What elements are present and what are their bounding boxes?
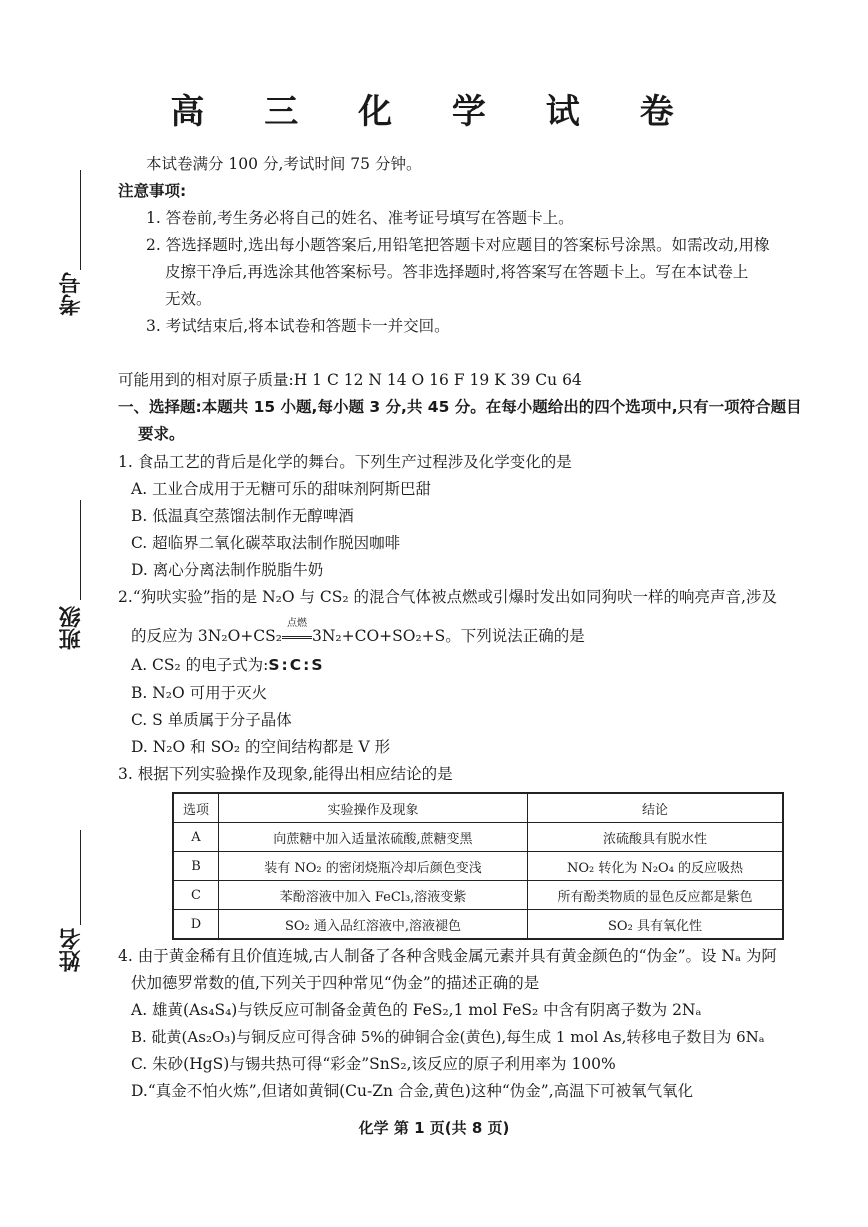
section1-heading-cont: 要求。: [138, 425, 185, 443]
table-row: [173, 881, 783, 910]
q2-option-a-text: A. CS₂ 的电子式为:: [131, 656, 269, 674]
name-label: 姓名: [59, 928, 84, 972]
experiment-table: [172, 792, 784, 940]
q4-option-b: B. 砒黄(As₂O₃)与铜反应可得含砷 5%的砷铜合金(黄色),每生成 1 mol As,转移电子数目为 6Nₐ: [131, 1028, 765, 1046]
q4-option-a: A. 雄黄(As₄S₄)与铁反应可制备金黄色的 FeS₂,1 mol FeS₂ 中含有阴离子数为 2Nₐ: [131, 1001, 702, 1019]
table-cell: 所有酚类物质的显色反应都是紫色: [528, 881, 784, 910]
page-footer: 化学 第 1 页(共 8 页): [358, 1119, 510, 1137]
q1-option-c: C. 超临界二氧化碳萃取法制作脱因咖啡: [131, 534, 401, 552]
table-cell: NO₂ 转化为 N₂O₄ 的反应吸热: [528, 852, 784, 881]
section1-heading: 一、选择题:本题共 15 小题,每小题 3 分,共 45 分。在每小题给出的四个选项中,只有一项符合题目: [118, 398, 802, 416]
atomic-masses: 可能用到的相对原子质量:H 1 C 12 N 14 O 16 F 19 K 39 Cu 64: [118, 371, 582, 389]
exam-number-blank: [80, 170, 81, 270]
table-row: [173, 910, 783, 940]
intro-text: 本试卷满分 100 分,考试时间 75 分钟。: [146, 155, 422, 173]
table-header: 结论: [528, 793, 784, 823]
reaction-condition: 点燃: [286, 618, 307, 629]
table-cell: 浓硫酸具有脱水性: [528, 823, 784, 852]
q2-reaction-right: 3N₂+CO+SO₂+S。下列说法正确的是: [311, 627, 585, 645]
q1-option-d: D. 离心分离法制作脱脂牛奶: [131, 561, 324, 579]
exam-number-label: 考号: [59, 272, 84, 316]
notice-3: 3. 考试结束后,将本试卷和答题卡一并交回。: [146, 317, 450, 335]
q1-option-b: B. 低温真空蒸馏法制作无醇啤酒: [131, 507, 354, 525]
table-cell: SO₂ 通入品红溶液中,溶液褪色: [219, 910, 528, 940]
table-cell: D: [173, 910, 219, 940]
notice-2-end: 无效。: [165, 290, 212, 308]
table-cell: 装有 NO₂ 的密闭烧瓶冷却后颜色变浅: [219, 852, 528, 881]
q2-option-c: C. S 单质属于分子晶体: [131, 711, 292, 729]
q3-stem: 3. 根据下列实验操作及现象,能得出相应结论的是: [118, 765, 453, 783]
reaction-arrow: [282, 618, 312, 646]
table-row: [173, 852, 783, 881]
q4-stem-cont: 伏加德罗常数的值,下列关于四种常见“伪金”的描述正确的是: [131, 974, 540, 992]
q4-stem: 4. 由于黄金稀有且价值连城,古人制备了各种含贱金属元素并具有黄金颜色的“伪金”。设 Nₐ 为阿: [118, 947, 777, 965]
table-cell: 向蔗糖中加入适量浓硫酸,蔗糖变黑: [219, 823, 528, 852]
notice-2-cont: 皮擦干净后,再选涂其他答案标号。答非选择题时,将答案写在答题卡上。写在本试卷上: [165, 263, 749, 281]
q2-option-d: D. N₂O 和 SO₂ 的空间结构都是 V 形: [131, 738, 391, 756]
table-header: 实验操作及现象: [219, 793, 528, 823]
q4-option-c: C. 朱砂(HgS)与锡共热可得“彩金”SnS₂,该反应的原子利用率为 100%: [131, 1055, 616, 1073]
q2-reaction-left: 的反应为 3N₂O+CS₂: [131, 627, 282, 645]
class-label: 班级: [59, 606, 84, 650]
notice-heading: 注意事项:: [118, 182, 187, 200]
table-cell: 苯酚溶液中加入 FeCl₃,溶液变紫: [219, 881, 528, 910]
table-cell: SO₂ 具有氧化性: [528, 910, 784, 940]
table-header-row: [173, 793, 783, 823]
table-cell: A: [173, 823, 219, 852]
electron-formula: S:C:S: [268, 656, 325, 674]
q1-stem: 1. 食品工艺的背后是化学的舞台。下列生产过程涉及化学变化的是: [118, 453, 572, 471]
q2-reaction: [131, 618, 585, 646]
q2-option-a: [131, 655, 325, 675]
table-header: 选项: [173, 793, 219, 823]
class-blank: [80, 500, 81, 600]
table-row: [173, 823, 783, 852]
name-blank: [80, 830, 81, 925]
q4-option-d: D.“真金不怕火炼”,但诸如黄铜(Cu-Zn 合金,黄色)这种“伪金”,高温下可被氧气氧化: [131, 1082, 694, 1100]
q2-option-b: B. N₂O 可用于灭火: [131, 684, 268, 702]
q1-option-a: A. 工业合成用于无糖可乐的甜味剂阿斯巴甜: [131, 480, 432, 498]
page-title: 高 三 化 学 试 卷: [170, 92, 698, 132]
table-cell: B: [173, 852, 219, 881]
q2-stem: 2.“狗吠实验”指的是 N₂O 与 CS₂ 的混合气体被点燃或引爆时发出如同狗吠一样的响亮声音,涉及: [118, 588, 777, 606]
table-cell: C: [173, 881, 219, 910]
notice-2: 2. 答选择题时,选出每小题答案后,用铅笔把答题卡对应题目的答案标号涂黑。如需改动,用橡: [146, 236, 770, 254]
notice-1: 1. 答卷前,考生务必将自己的姓名、准考证号填写在答题卡上。: [146, 209, 574, 227]
